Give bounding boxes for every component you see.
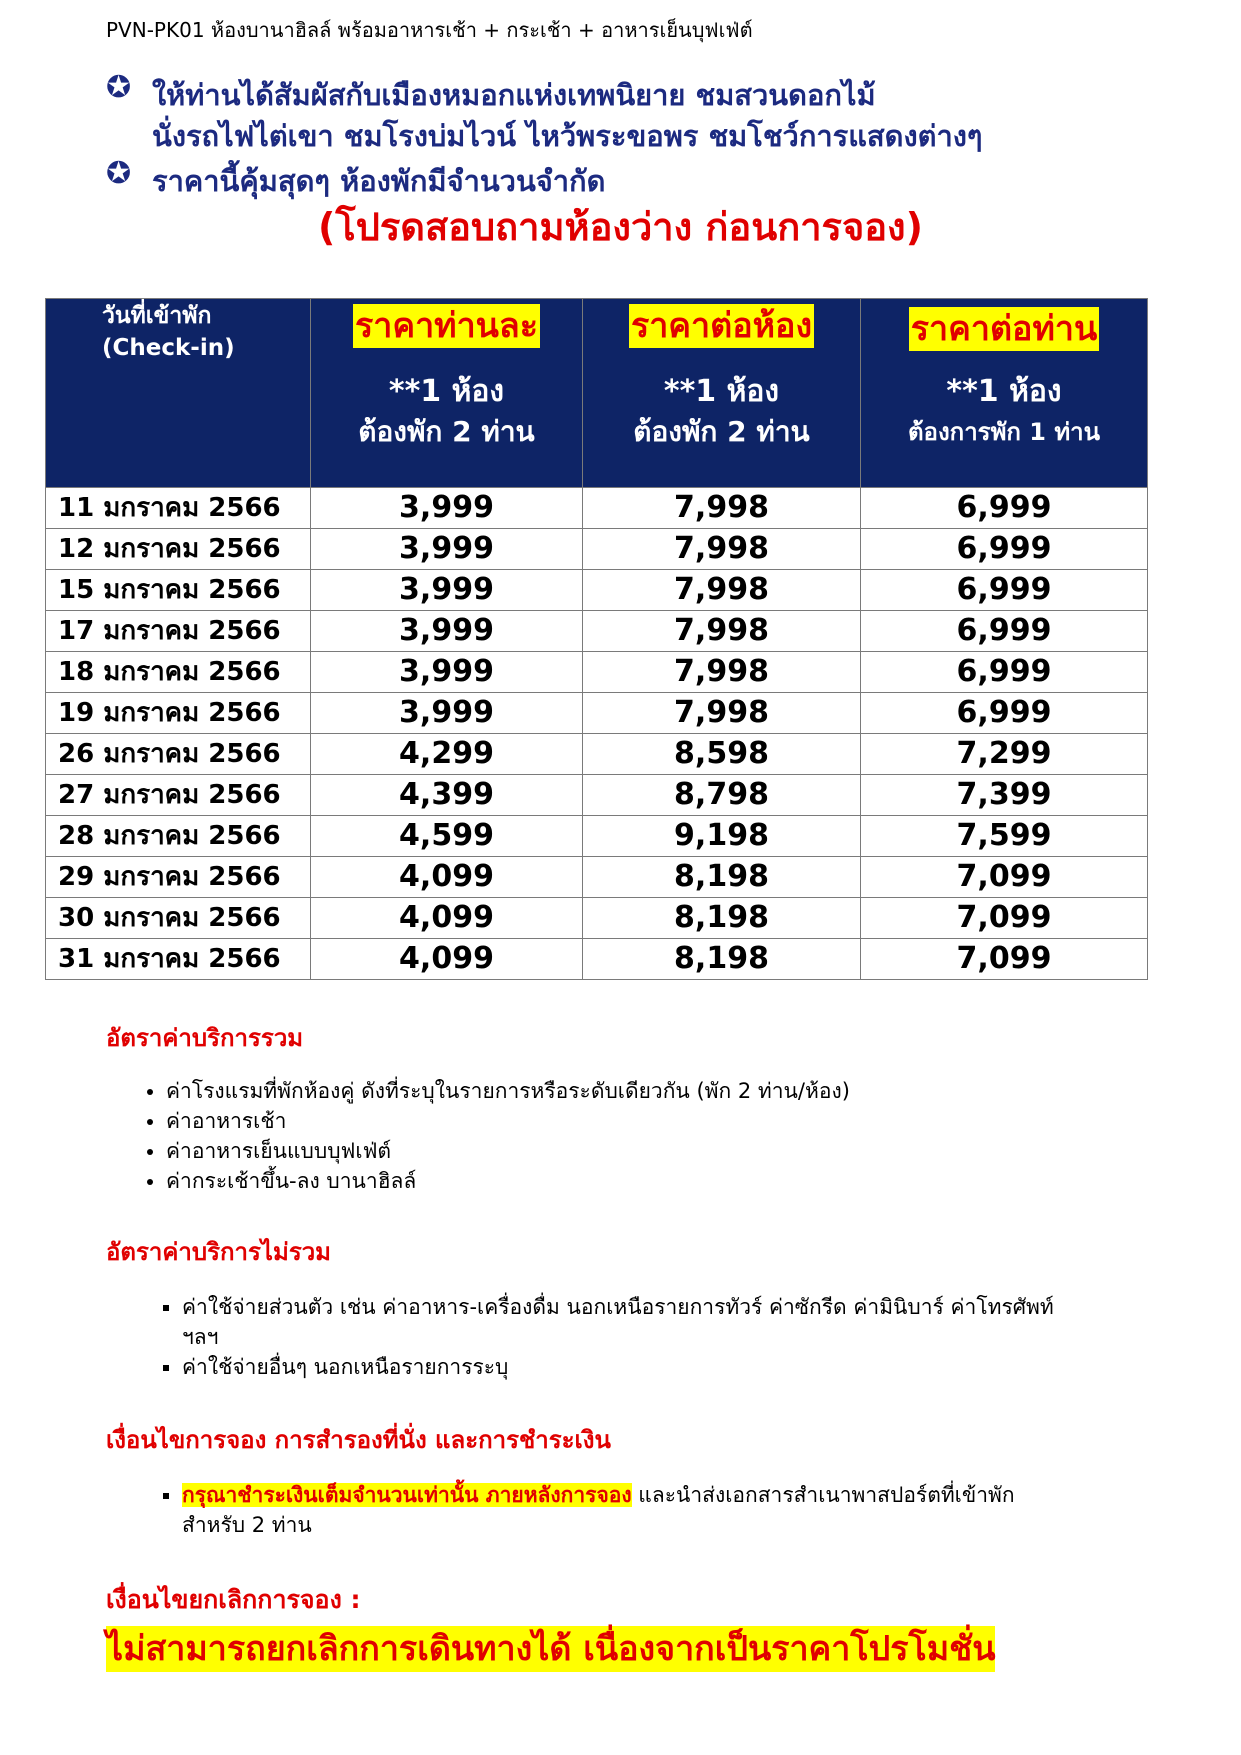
per-person-note-2: ต้องพัก 2 ท่าน bbox=[358, 415, 535, 448]
per-room-column-header bbox=[583, 299, 861, 488]
checkin-date: 26 มกราคม 2566 bbox=[46, 734, 311, 775]
per-room-heading: ราคาต่อห้อง bbox=[630, 306, 813, 346]
checkin-label: วันที่เข้าพัก bbox=[102, 303, 212, 329]
checkin-date: 27 มกราคม 2566 bbox=[46, 775, 311, 816]
excluded-title: อัตราค่าบริการไม่รวม bbox=[106, 1238, 331, 1266]
price-per-person: 3,999 bbox=[311, 529, 583, 570]
price-per-room: 8,798 bbox=[583, 775, 861, 816]
booking-rest: และนำส่งเอกสารสำเนาพาสปอร์ตที่เข้าพักสำหรับ 2 ท่าน bbox=[182, 1483, 1015, 1537]
single-heading: ราคาต่อท่าน bbox=[910, 309, 1098, 349]
table-row bbox=[46, 816, 1148, 857]
price-per-room: 7,998 bbox=[583, 611, 861, 652]
price-single: 6,999 bbox=[861, 570, 1148, 611]
per-person-note-1: **1 ห้อง bbox=[388, 374, 505, 409]
price-table bbox=[45, 298, 1148, 980]
excluded-list bbox=[140, 1292, 1062, 1382]
highlight-line-3: ราคานี้คุ้มสุดๆ ห้องพักมีจำนวนจำกัด bbox=[152, 164, 606, 198]
price-single: 7,399 bbox=[861, 775, 1148, 816]
per-person-column-header bbox=[311, 299, 583, 488]
checkin-date: 31 มกราคม 2566 bbox=[46, 939, 311, 980]
price-per-person: 4,599 bbox=[311, 816, 583, 857]
single-note-1: **1 ห้อง bbox=[946, 374, 1062, 409]
availability-notice: (โปรดสอบถามห้องว่าง ก่อนการจอง) bbox=[318, 205, 923, 249]
checkin-label-en: (Check-in) bbox=[102, 335, 235, 361]
per-room-note-2: ต้องพัก 2 ท่าน bbox=[633, 415, 810, 448]
checkin-date: 17 มกราคม 2566 bbox=[46, 611, 311, 652]
price-per-person: 3,999 bbox=[311, 570, 583, 611]
list-item: ▪ ค่าใช้จ่ายอื่นๆ นอกเหนือรายการระบุ bbox=[182, 1352, 1062, 1382]
highlight-line-1: ให้ท่านได้สัมผัสกับเมืองหมอกแห่งเทพนิยาย ชมสวนดอกไม้ bbox=[152, 78, 876, 112]
document-header: PVN-PK01 ห้องบานาฮิลล์ พร้อมอาหารเช้า + กระเช้า + อาหารเย็นบุฟเฟ่ต์ bbox=[106, 18, 753, 42]
list-item: • ค่าอาหารเย็นแบบบุฟเฟ่ต์ bbox=[166, 1136, 850, 1166]
price-per-room: 8,598 bbox=[583, 734, 861, 775]
price-single: 7,099 bbox=[861, 939, 1148, 980]
table-row bbox=[46, 570, 1148, 611]
per-person-heading: ราคาท่านละ bbox=[354, 306, 539, 346]
booking-highlight: กรุณาชำระเงินเต็มจำนวนเท่านั้น ภายหลังการจอง bbox=[182, 1483, 632, 1507]
price-per-room: 7,998 bbox=[583, 529, 861, 570]
price-per-person: 4,099 bbox=[311, 898, 583, 939]
price-single: 6,999 bbox=[861, 693, 1148, 734]
table-row bbox=[46, 898, 1148, 939]
price-single: 7,599 bbox=[861, 816, 1148, 857]
cancel-text: ไม่สามารถยกเลิกการเดินทางได้ เนื่องจากเป็นราคาโปรโมชั่น bbox=[106, 1626, 995, 1672]
checkin-date: 12 มกราคม 2566 bbox=[46, 529, 311, 570]
price-single: 6,999 bbox=[861, 529, 1148, 570]
star-in-circle-icon: ✪ bbox=[106, 70, 132, 105]
booking-list bbox=[140, 1480, 1062, 1540]
price-table-header bbox=[46, 299, 1148, 488]
price-per-person: 3,999 bbox=[311, 488, 583, 529]
star-in-circle-icon: ✪ bbox=[106, 156, 132, 191]
checkin-column-header bbox=[46, 299, 311, 488]
price-per-person: 4,399 bbox=[311, 775, 583, 816]
price-single: 7,299 bbox=[861, 734, 1148, 775]
price-single: 6,999 bbox=[861, 611, 1148, 652]
included-list bbox=[130, 1076, 850, 1196]
price-per-room: 8,198 bbox=[583, 898, 861, 939]
price-per-room: 8,198 bbox=[583, 939, 861, 980]
highlight-block-1 bbox=[106, 70, 131, 105]
table-row bbox=[46, 775, 1148, 816]
highlight-block-2 bbox=[106, 156, 131, 191]
per-room-note-1: **1 ห้อง bbox=[663, 374, 780, 409]
checkin-date: 30 มกราคม 2566 bbox=[46, 898, 311, 939]
list-item: ▪ ค่าใช้จ่ายส่วนตัว เช่น ค่าอาหาร-เครื่องดื่ม นอกเหนือรายการทัวร์ ค่าซักรีด ค่ามินิบาร์ ค่าโทรศัพท์ ฯลฯ bbox=[182, 1292, 1062, 1352]
checkin-date: 11 มกราคม 2566 bbox=[46, 488, 311, 529]
included-title: อัตราค่าบริการรวม bbox=[106, 1024, 304, 1052]
price-per-person: 4,099 bbox=[311, 857, 583, 898]
price-single: 6,999 bbox=[861, 488, 1148, 529]
price-per-person: 3,999 bbox=[311, 693, 583, 734]
checkin-date: 29 มกราคม 2566 bbox=[46, 857, 311, 898]
single-note-2: ต้องการพัก 1 ท่าน bbox=[907, 418, 1101, 446]
single-column-header bbox=[861, 299, 1148, 488]
table-row bbox=[46, 488, 1148, 529]
price-per-person: 4,099 bbox=[311, 939, 583, 980]
cancel-title: เงื่อนไขยกเลิกการจอง : bbox=[106, 1585, 361, 1614]
table-row bbox=[46, 652, 1148, 693]
list-item: • ค่ากระเช้าขึ้น-ลง บานาฮิลล์ bbox=[166, 1166, 850, 1196]
checkin-date: 15 มกราคม 2566 bbox=[46, 570, 311, 611]
list-item: • ค่าโรงแรมที่พักห้องคู่ ดังที่ระบุในรายการหรือระดับเดียวกัน (พัก 2 ท่าน/ห้อง) bbox=[166, 1076, 850, 1106]
price-per-room: 7,998 bbox=[583, 652, 861, 693]
table-row bbox=[46, 693, 1148, 734]
list-item: • ค่าอาหารเช้า bbox=[166, 1106, 850, 1136]
table-row bbox=[46, 611, 1148, 652]
table-row bbox=[46, 939, 1148, 980]
list-item bbox=[182, 1480, 1062, 1540]
price-per-room: 7,998 bbox=[583, 570, 861, 611]
price-per-person: 4,299 bbox=[311, 734, 583, 775]
price-single: 7,099 bbox=[861, 898, 1148, 939]
price-per-room: 9,198 bbox=[583, 816, 861, 857]
table-row bbox=[46, 734, 1148, 775]
checkin-date: 28 มกราคม 2566 bbox=[46, 816, 311, 857]
highlight-line-2: นั่งรถไฟไต่เขา ชมโรงบ่มไวน์ ไหว้พระขอพร ชมโชว์การแสดงต่างๆ bbox=[152, 119, 983, 153]
table-row bbox=[46, 529, 1148, 570]
price-per-person: 3,999 bbox=[311, 611, 583, 652]
price-per-room: 8,198 bbox=[583, 857, 861, 898]
price-per-room: 7,998 bbox=[583, 488, 861, 529]
checkin-date: 19 มกราคม 2566 bbox=[46, 693, 311, 734]
table-row bbox=[46, 857, 1148, 898]
price-per-person: 3,999 bbox=[311, 652, 583, 693]
price-single: 7,099 bbox=[861, 857, 1148, 898]
checkin-date: 18 มกราคม 2566 bbox=[46, 652, 311, 693]
price-per-room: 7,998 bbox=[583, 693, 861, 734]
booking-title: เงื่อนไขการจอง การสำรองที่นั่ง และการชำระเงิน bbox=[106, 1426, 611, 1454]
price-single: 6,999 bbox=[861, 652, 1148, 693]
